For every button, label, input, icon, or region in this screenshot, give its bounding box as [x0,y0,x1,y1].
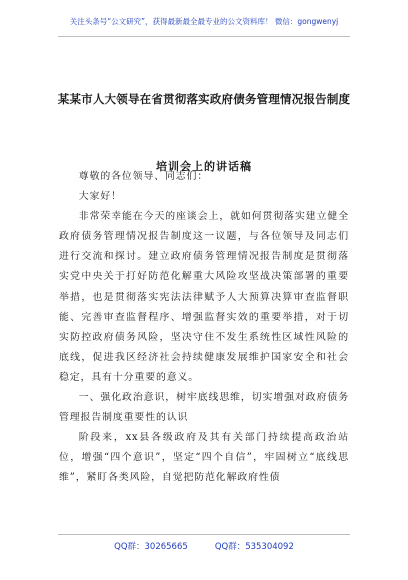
body-paragraph: 阶段来，xx县各级政府及其有关部门持续提高政治站位，增强“四个意识”，坚定“四个自信”，牢固树立“底线思维”，紧盯各类风险，自觉把防范化解政府性债 [59,432,349,484]
header-divider [58,36,350,37]
qq-group-2-label: QQ群： [214,542,246,552]
body-paragraph: 非常荣幸能在今天的座谈会上，就如何贯彻落实建立健全政府债务管理情况报告制度这一议题，与各位领导及同志们进行交流和探讨。建立政府债务管理情况报告制度是贯彻落实党中央关于打好防范化解重大风险攻坚战决策部署的重要举措，也是贯彻落实宪法法律赋予人大预算决算审查监督职能、完善审查监督程序、增强监督实效的重要举措，对于切实防控政府债务风险，坚决守住不发生系统性区域性风险的底线，促进我区经济社会持续健康发展维护国家安全和社会稳定，具有十分重要的意义。 [59,211,349,383]
header-notice: 关注头条号“公文研究”，获得最新最全最专业的公文资料库！ 微信：gongwenyj [69,17,339,26]
document-title-line-1: 某某市人大领导在省贯彻落实政府债务管理情况报告制度 [57,92,351,106]
salutation: 尊敬的各位领导、同志们： [78,171,209,182]
qq-group-1-number: 30265665 [144,542,188,552]
greeting: 大家好！ [78,191,122,203]
section-heading: 一、强化政治意识，树牢底线思维，切实增强对政府债务管理报告制度重要性的认识 [59,392,349,424]
qq-group-2-number: 535304092 [245,542,294,552]
footer-contact [0,540,408,552]
document-body [59,167,349,489]
document-title-line-2: 培训会上的讲话稿 [156,160,252,173]
qq-group-1-label: QQ群： [114,542,145,552]
footer-divider [58,534,350,535]
